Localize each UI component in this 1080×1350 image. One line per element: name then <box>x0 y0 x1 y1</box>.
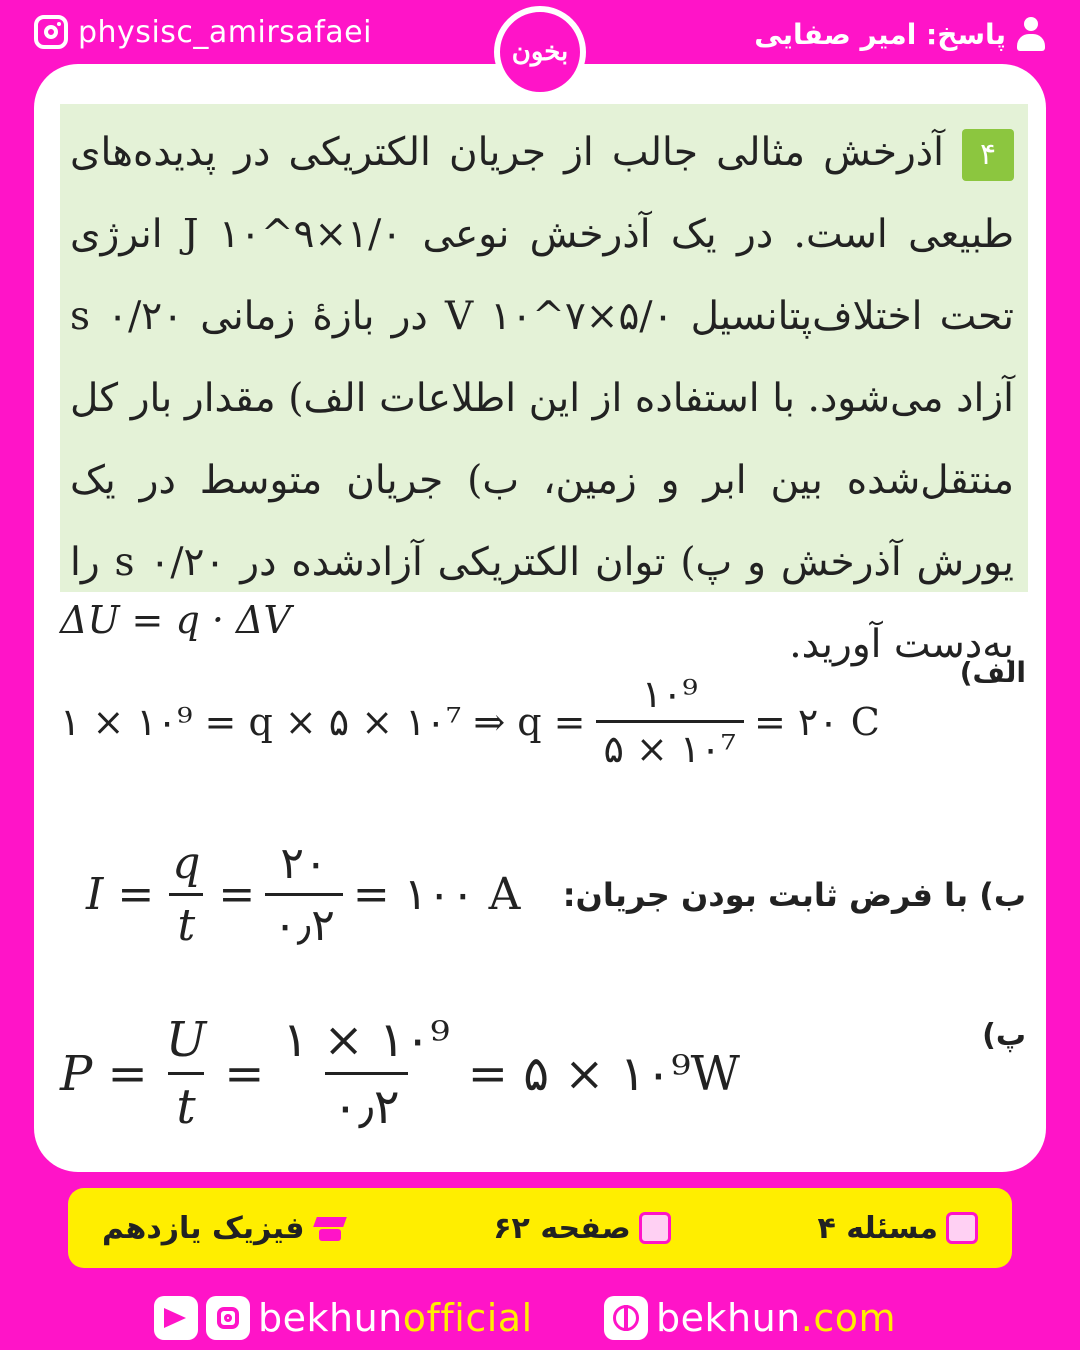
part-b-fraction-1 <box>164 838 208 951</box>
part-c-fraction-2 <box>274 1012 457 1135</box>
book-item <box>102 1211 347 1246</box>
brand-prefix: bekhun <box>258 1296 403 1340</box>
info-bar <box>68 1188 1012 1268</box>
telegram-icon[interactable] <box>154 1296 198 1340</box>
part-c-numerator-1: U <box>165 1012 207 1068</box>
instagram-handle[interactable]: physisc_amirsafaei <box>78 14 372 50</box>
page-label: صفحه ۶۲ <box>493 1210 631 1246</box>
part-c-result: = ۵ × ۱۰⁹W <box>467 1045 740 1102</box>
part-c-lhs: P = <box>60 1045 148 1102</box>
part-a-denominator: ۵ × ۱۰⁷ <box>596 720 744 771</box>
part-c-denominator-1: t <box>168 1072 203 1135</box>
part-a-label: الف) <box>959 656 1026 689</box>
problem-number-label: مسئله ۴ <box>817 1210 938 1246</box>
instagram-icon <box>34 15 68 49</box>
teacher-icon <box>946 1212 978 1244</box>
website-prefix: bekhun <box>656 1296 801 1340</box>
brand-suffix: official <box>402 1296 533 1340</box>
part-c-label: پ) <box>982 1018 1026 1053</box>
answer-author: پاسخ: امیر صفایی <box>754 17 1006 51</box>
globe-icon <box>604 1296 648 1340</box>
part-b-result: = ۱۰۰ A <box>352 869 521 920</box>
book-label: فیزیک یازدهم <box>102 1210 305 1246</box>
bekhun-logo <box>494 6 586 98</box>
part-b-denominator-1: t <box>169 893 203 951</box>
problem-number-badge: ۴ <box>962 129 1014 181</box>
part-a-result: = ۲۰ C <box>753 699 880 744</box>
energy-formula <box>60 598 291 642</box>
part-b-equation <box>86 838 520 951</box>
part-a-numerator: ۱۰⁹ <box>641 672 698 716</box>
equals-sign: = <box>224 1045 265 1102</box>
book-open-icon <box>639 1212 671 1244</box>
part-c-denominator-2: ۰٫۲ <box>325 1072 408 1135</box>
part-c-equation <box>60 1012 740 1135</box>
answer-author-group <box>754 12 1046 56</box>
user-icon <box>1016 17 1046 51</box>
social-handle-group[interactable] <box>154 1290 533 1346</box>
website-suffix: .com <box>800 1296 897 1340</box>
part-c-numerator-2: ۱ × ۱۰⁹ <box>282 1012 450 1068</box>
website-group[interactable] <box>604 1290 896 1346</box>
problem-text: آذرخش مثالی جالب از جریان الکتریکی در پدیده‌های طبیعی است. در یک آذرخش نوعی J ۱۰^۹×۱/۰ انرژی تحت اختلاف‌پتانسیل V ۱۰^۷×۵/۰ در بازهٔ زمانی s ۰/۲۰ آزاد می‌شود. با استفاده از این اطلاعات الف) مقدار بار کل منتقل‌شده بین ابر و زمین، ب) جریان متوسط در یک یورش آذرخش و پ) توان الکتریکی آزادشده در s ۰/۲۰ را به‌دست آورید. <box>70 130 1015 667</box>
part-b-fraction-2 <box>265 838 343 951</box>
graduation-cap-icon <box>313 1213 347 1243</box>
equals-sign: = <box>218 869 256 920</box>
part-b-numerator-2: ۲۰ <box>280 838 328 889</box>
part-b-numerator-1: q <box>172 838 201 889</box>
part-c-fraction-1 <box>158 1012 214 1135</box>
part-b-denominator-2: ۰٫۲ <box>265 893 343 951</box>
part-b-lhs: I = <box>86 869 155 920</box>
instagram-handle-group[interactable] <box>34 12 372 52</box>
problem-number-item <box>817 1211 978 1246</box>
page-item <box>493 1211 670 1246</box>
part-a-fraction <box>596 672 744 771</box>
part-a-lhs: ۱ × ۱۰⁹ = q × ۵ × ۱۰⁷ ⇒ q = <box>60 699 586 744</box>
formula-text: ΔU = q · ΔV <box>60 598 291 642</box>
instagram-icon[interactable] <box>206 1296 250 1340</box>
logo-text: بخون <box>511 37 569 67</box>
part-a-equation <box>60 672 880 771</box>
part-b-label: ب) با فرض ثابت بودن جریان: <box>562 876 1026 914</box>
